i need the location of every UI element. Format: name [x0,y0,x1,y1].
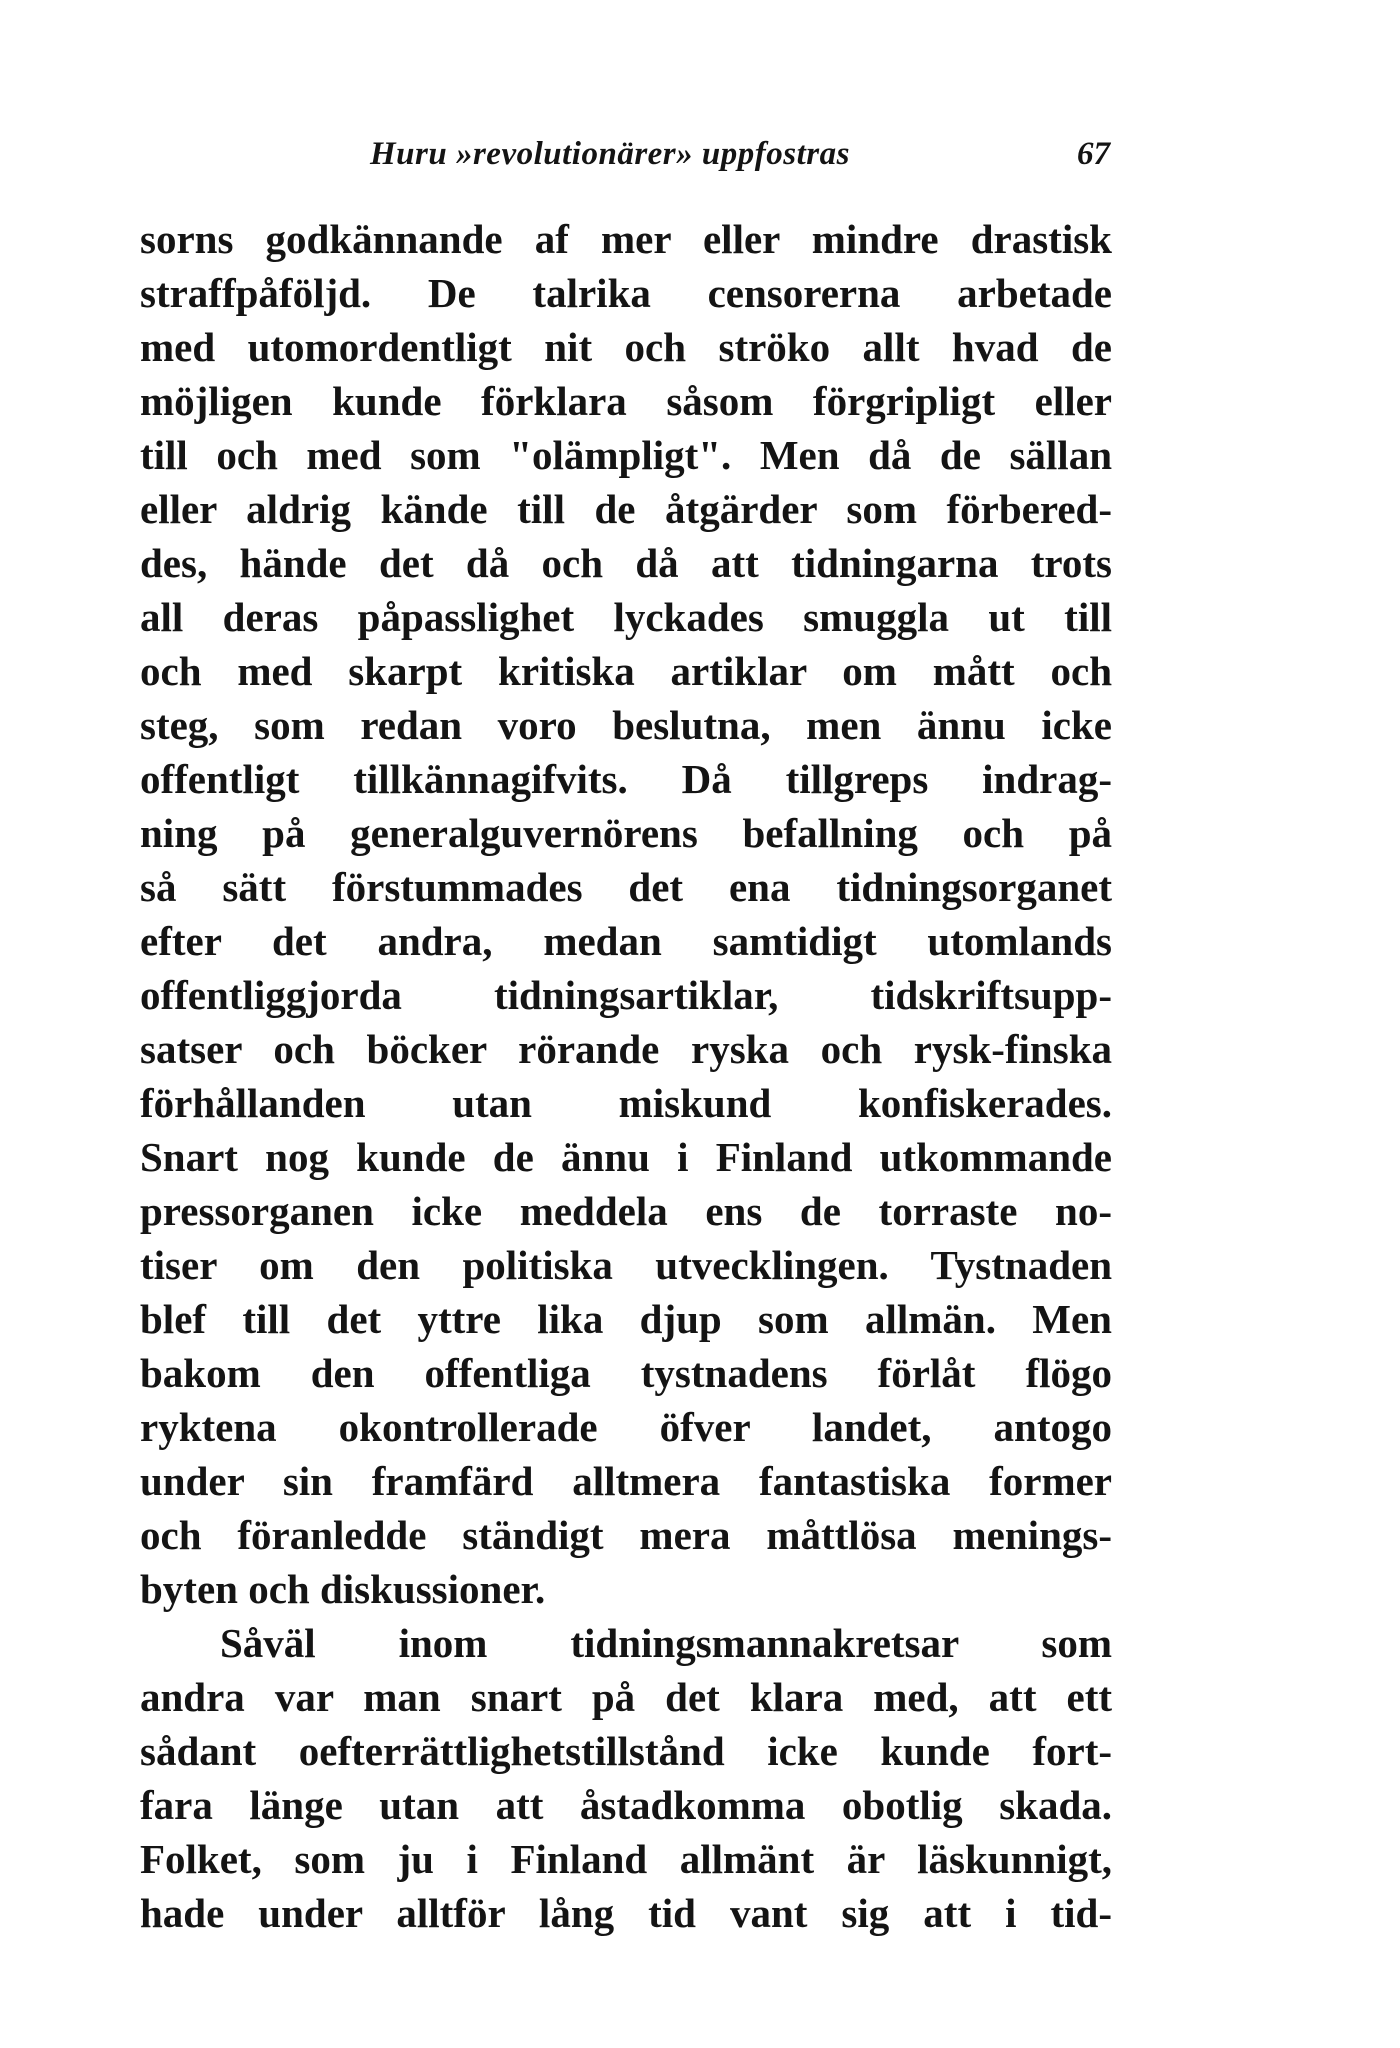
text-line: des, hände det då och då att tidningarna trots [140,540,1112,586]
text-line: fara länge utan att åstadkomma obotlig skada. [140,1782,1112,1828]
text-line: steg, som redan voro beslutna, men ännu icke [140,702,1112,748]
text-line: med utomordentligt nit och ströko allt hvad de [140,324,1112,370]
running-title: Huru »revolutionärer» uppfostras [370,136,850,172]
page-number: 67 [1077,136,1110,172]
text-line: andra var man snart på det klara med, att ett [140,1674,1112,1720]
text-line: pressorganen icke meddela ens de torraste no- [140,1188,1112,1234]
text-line: offentligt tillkännagifvits. Då tillgreps indrag- [140,756,1112,802]
text-line: ryktena okontrollerade öfver landet, antogo [140,1404,1112,1450]
text-line: offentliggjorda tidningsartiklar, tidskriftsupp- [140,972,1112,1018]
paragraph-start-line: Såväl inom tidningsmannakretsar som [220,1620,1112,1666]
text-line: under sin framfärd alltmera fantastiska former [140,1458,1112,1504]
text-line: satser och böcker rörande ryska och rysk-finska [140,1026,1112,1072]
text-line: sådant oefterrättlighetstillstånd icke kunde fort- [140,1728,1112,1774]
text-line: eller aldrig kände till de åtgärder som förbered- [140,486,1112,532]
text-line: så sätt förstummades det ena tidningsorganet [140,864,1112,910]
text-line: straffpåföljd. De talrika censorerna arbetade [140,270,1112,316]
paragraph-end-line: byten och diskussioner. [140,1566,546,1612]
text-line: efter det andra, medan samtidigt utomlands [140,918,1112,964]
text-line: hade under alltför lång tid vant sig att i tid- [140,1890,1112,1936]
text-line: förhållanden utan miskund konfiskerades. [140,1080,1112,1126]
text-line: tiser om den politiska utvecklingen. Tystnaden [140,1242,1112,1288]
text-line: ning på generalguvernörens befallning och på [140,810,1112,856]
running-head [140,136,1110,176]
text-line: Snart nog kunde de ännu i Finland utkommande [140,1134,1112,1180]
body-text [140,212,1112,1940]
text-line: bakom den offentliga tystnadens förlåt flögo [140,1350,1112,1396]
text-line: Folket, som ju i Finland allmänt är läskunnigt, [140,1836,1112,1882]
text-line: all deras påpasslighet lyckades smuggla ut till [140,594,1112,640]
text-line: och föranledde ständigt mera måttlösa menings- [140,1512,1112,1558]
text-line: sorns godkännande af mer eller mindre drastisk [140,216,1112,262]
text-line: blef till det yttre lika djup som allmän. Men [140,1296,1112,1342]
text-line: till och med som "olämpligt". Men då de sällan [140,432,1112,478]
text-line: och med skarpt kritiska artiklar om mått och [140,648,1112,694]
text-line: möjligen kunde förklara såsom förgripligt eller [140,378,1112,424]
